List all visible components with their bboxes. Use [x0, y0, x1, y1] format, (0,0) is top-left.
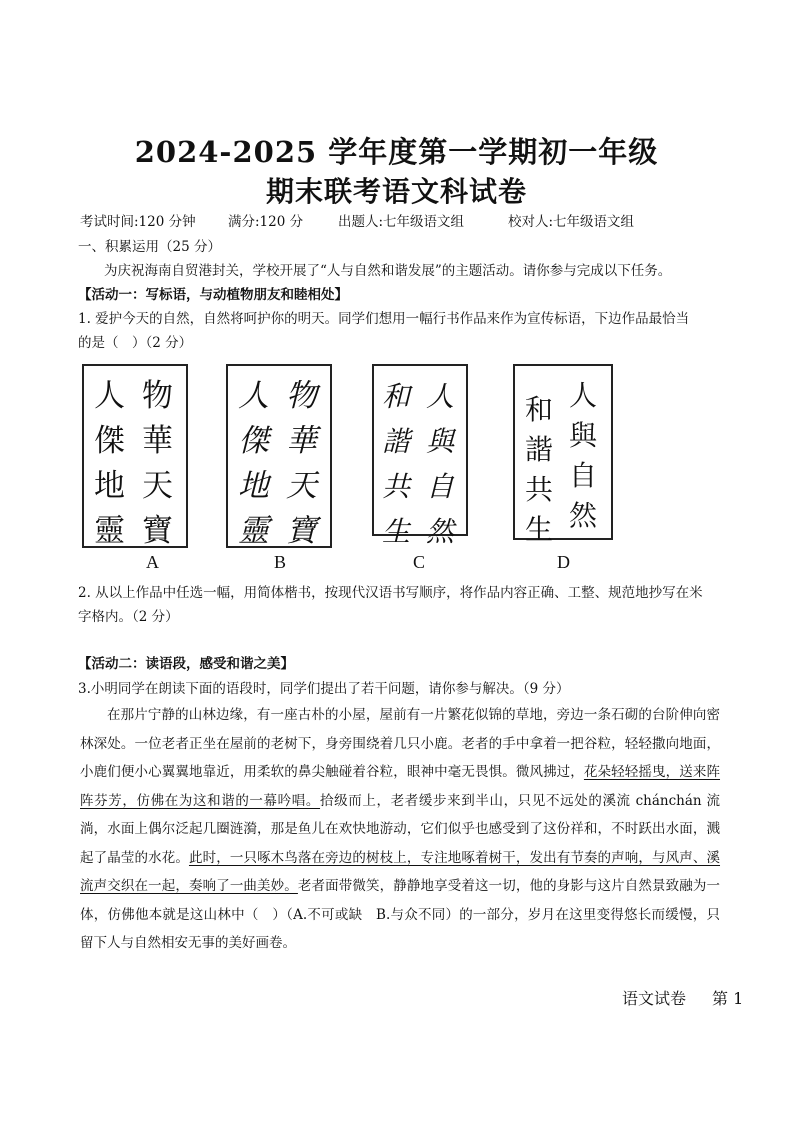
card-char: 人	[238, 378, 269, 414]
question-1-line2: 的是（ ）（2 分）	[78, 335, 193, 351]
card-b-left-column	[238, 374, 269, 554]
card-c-left-column	[382, 374, 410, 554]
card-char: 華	[286, 423, 317, 459]
passage-part-2: 拾级而上，老者缓步来到半山，只见不远处的溪流 chánchán 流淌，水面上偶尔泛起几圈涟漪，那是鱼儿在欢快地游动，它们似乎也感受到了这份祥和，不时跃出水面，溅起了晶莹的水花。	[80, 792, 720, 866]
card-a-right-column	[142, 374, 173, 554]
card-char: 傑	[238, 423, 269, 459]
card-char: 諧	[382, 425, 411, 458]
activity-one-heading: 【活动一：写标语，与动植物朋友和睦相处】	[78, 287, 348, 303]
card-char: 諧	[525, 433, 554, 466]
card-char: 物	[286, 378, 317, 414]
card-char: 寶	[286, 513, 317, 549]
calligraphy-option-c	[372, 364, 468, 548]
card-char: 與	[426, 425, 455, 458]
card-b-right-column	[286, 374, 317, 554]
card-char: 華	[142, 423, 173, 459]
card-char: 共	[525, 473, 554, 506]
card-c-right-column	[426, 374, 454, 554]
card-char: 與	[569, 419, 598, 452]
card-char: 生	[382, 515, 411, 548]
card-char: 然	[426, 515, 455, 548]
footer-page-number: 第 1	[712, 989, 744, 1008]
card-a-left-column	[94, 374, 125, 554]
card-char: 寶	[142, 513, 173, 549]
activity-two-heading: 【活动二：读语段，感受和谐之美】	[78, 656, 294, 672]
exam-title-line2: 期末联考语文科试卷	[265, 175, 527, 208]
card-char: 天	[142, 468, 173, 504]
card-char: 地	[238, 468, 269, 504]
section-heading: 一、积累运用（25 分）	[78, 239, 221, 255]
reading-passage	[80, 701, 720, 958]
card-char: 人	[569, 379, 598, 412]
card-char: 生	[525, 513, 554, 546]
proofreader: 校对人:七年级语文组	[508, 214, 635, 230]
card-char: 和	[382, 380, 411, 413]
exam-title-line1: 2024-2025 学年度第一学期初一年级	[134, 135, 659, 169]
card-d-left-column	[525, 390, 553, 550]
card-char: 傑	[94, 423, 125, 459]
question-setter: 出题人:七年级语文组	[338, 214, 465, 230]
card-char: 自	[426, 470, 455, 503]
option-label-c: C	[413, 552, 426, 572]
footer-subject: 语文试卷	[622, 989, 687, 1008]
passage-part-3: 老者面带微笑，静静地享受着这一切，他的身影与这片自然景致融为一体，仿佛他本就是这山林中（ ）（A.不可或缺 B.与众不同）的一部分，岁月在这里变得悠长而缓慢，只留下人与自然相安无事的美好画卷。	[80, 878, 721, 951]
card-char: 靈	[238, 513, 269, 549]
card-char: 靈	[94, 513, 125, 549]
card-char: 和	[525, 393, 554, 426]
option-label-b: B	[274, 552, 287, 572]
underlined-sentence-1: 花朵轻轻摇曳，送来阵阵芬芳，仿佛在为这和谐的一幕吟唱。	[80, 764, 721, 809]
card-char: 人	[94, 378, 125, 414]
section-intro: 为庆祝海南自贸港封关，学校开展了“人与自然和谐发展”的主题活动。请你参与完成以下任务。	[104, 263, 672, 279]
full-score: 满分:120 分	[228, 214, 304, 230]
card-char: 地	[94, 468, 125, 504]
card-char: 然	[569, 499, 598, 532]
question-2-line2: 字格内。（2 分）	[78, 609, 179, 625]
option-label-a: A	[146, 552, 159, 572]
calligraphy-option-b	[226, 364, 332, 548]
underlined-sentence-2: 此时，一只啄木鸟落在旁边的树枝上，专注地啄着树干，发出有节奏的声响，与风声、溪流声交织在一起，奏响了一曲美妙。	[80, 849, 721, 894]
option-label-d: D	[557, 552, 570, 572]
passage-part-1: 在那片宁静的山林边缘，有一座古朴的小屋，屋前有一片繁花似锦的草地，旁边一条石砌的台阶伸向密林深处。一位老者正坐在屋前的老树下，身旁围绕着几只小鹿。老者的手中拿着一把谷粒，轻轻撒向地面，小鹿们便小心翼翼地靠近，用柔软的鼻尖触碰着谷粒，眼神中毫无畏惧。微风拂过，	[80, 707, 720, 780]
card-char: 共	[382, 470, 411, 503]
exam-time: 考试时间:120 分钟	[80, 214, 196, 230]
calligraphy-option-d	[513, 364, 613, 546]
card-char: 物	[142, 378, 173, 414]
question-2-line1: 2. 从以上作品中任选一幅，用简体楷书，按现代汉语书写顺序，将作品内容正确、工整、规范地抄写在米	[78, 585, 703, 601]
card-char: 天	[286, 468, 317, 504]
card-d-right-column	[569, 376, 597, 536]
calligraphy-option-a	[82, 364, 188, 548]
question-3: 3.小明同学在朗读下面的语段时，同学们提出了若干问题，请你参与解决。（9 分）	[78, 681, 570, 697]
question-1-line1: 1. 爱护今天的自然，自然将呵护你的明天。同学们想用一幅行书作品来作为宣传标语，下边作品最恰当	[78, 311, 690, 327]
card-char: 人	[426, 380, 455, 413]
card-char: 自	[569, 459, 598, 492]
exam-meta	[80, 210, 770, 230]
page-footer	[622, 986, 743, 1009]
